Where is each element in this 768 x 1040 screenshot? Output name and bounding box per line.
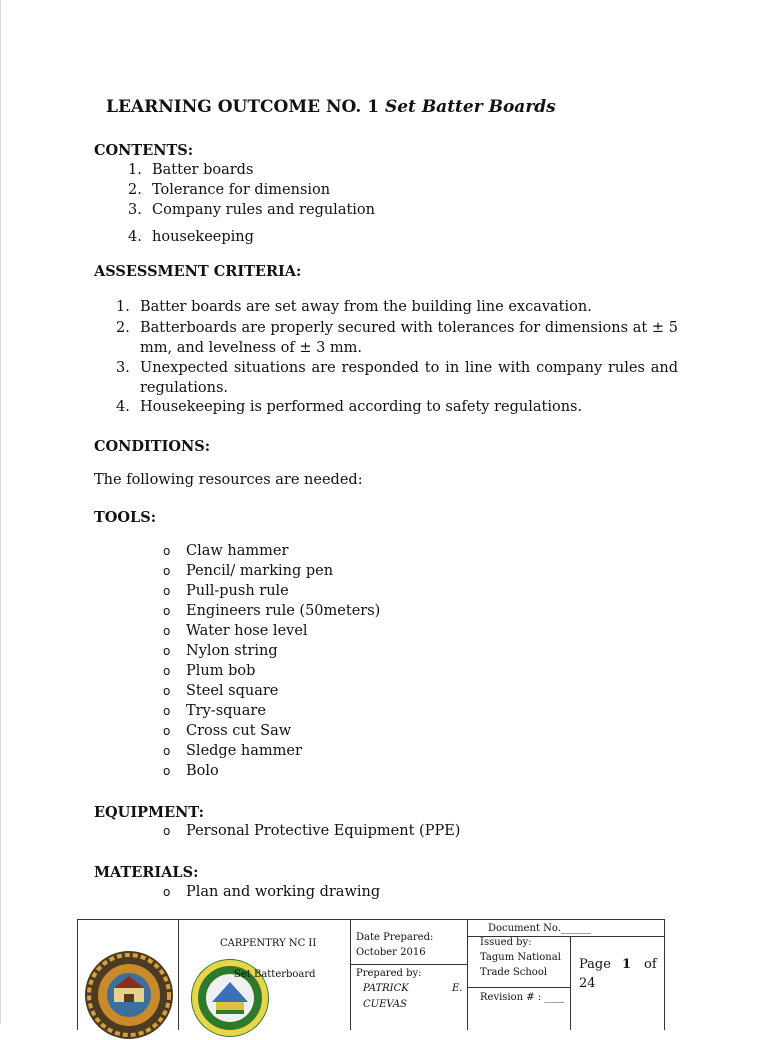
item-text: Pencil/ marking pen <box>186 563 334 579</box>
divider <box>350 920 351 1030</box>
page-number: 1 <box>622 957 632 972</box>
prepared-label: Prepared by: <box>356 968 422 979</box>
item-text: Personal Protective Equipment (PPE) <box>186 823 461 839</box>
item-text: Try-square <box>186 703 266 719</box>
item-text: Housekeeping is performed according to safety regulations. <box>140 399 583 415</box>
bullet-icon: o <box>163 684 171 698</box>
module-name: Set Batterboard <box>234 969 316 980</box>
prepared-last: CUEVAS <box>363 999 407 1010</box>
item-text: Plum bob <box>186 663 256 679</box>
document-label: Document No.______ <box>488 923 591 934</box>
item-text: Tolerance for dimension <box>152 182 331 198</box>
school-seal-logo <box>84 950 174 1040</box>
item-number: 2. <box>116 320 130 336</box>
issued-line1: Tagum National <box>480 952 561 963</box>
bullet-icon: o <box>163 644 171 658</box>
page-title <box>106 97 556 117</box>
conditions-intro: The following resources are needed: <box>94 472 363 488</box>
item-number: 1. <box>128 162 142 178</box>
item-text: housekeeping <box>152 229 254 245</box>
bullet-icon: o <box>163 624 171 638</box>
bullet-icon: o <box>163 664 171 678</box>
of-word: of <box>644 957 657 972</box>
bullet-icon: o <box>163 724 171 738</box>
divider <box>467 987 570 988</box>
title-prefix: LEARNING OUTCOME NO. 1 <box>106 97 385 117</box>
bullet-icon: o <box>163 744 171 758</box>
item-text: Nylon string <box>186 643 278 659</box>
revision-label: Revision # : ____ <box>480 992 565 1003</box>
prepared-initial: E. <box>452 983 463 994</box>
footer-table <box>77 919 665 1030</box>
item-number: 4. <box>128 229 142 245</box>
item-text: Engineers rule (50meters) <box>186 603 381 619</box>
item-text: Bolo <box>186 763 219 779</box>
materials-heading: MATERIALS: <box>94 864 199 881</box>
issued-line2: Trade School <box>480 967 548 978</box>
page-edge <box>0 0 1 1024</box>
page-total: 24 <box>579 976 596 991</box>
divider <box>178 920 179 1030</box>
item-number: 1. <box>116 299 130 315</box>
item-text: Sledge hammer <box>186 743 302 759</box>
bullet-icon: o <box>163 544 171 558</box>
tools-heading: TOOLS: <box>94 509 157 526</box>
contents-heading: CONTENTS: <box>94 142 194 159</box>
equipment-heading: EQUIPMENT: <box>94 804 204 821</box>
title-italic: Set Batter Boards <box>384 97 556 117</box>
page-word: Page <box>579 957 611 972</box>
conditions-heading: CONDITIONS: <box>94 438 211 455</box>
item-text: Plan and working drawing <box>186 884 381 900</box>
date-label: Date Prepared: <box>356 932 434 943</box>
bullet-icon: o <box>163 704 171 718</box>
criteria-heading: ASSESSMENT CRITERIA: <box>94 263 302 280</box>
item-number: 2. <box>128 182 142 198</box>
divider <box>350 964 467 965</box>
item-text: Claw hammer <box>186 543 289 559</box>
date-value: October 2016 <box>356 947 426 958</box>
bullet-icon: o <box>163 764 171 778</box>
bullet-icon: o <box>163 824 171 838</box>
item-text: Batter boards are set away from the building line excavation. <box>140 299 592 315</box>
item-text: Steel square <box>186 683 279 699</box>
bullet-icon: o <box>163 885 171 899</box>
course-name: CARPENTRY NC II <box>220 938 317 949</box>
item-number: 4. <box>116 399 130 415</box>
item-number: 3. <box>116 360 130 376</box>
item-text: Water hose level <box>186 623 308 639</box>
bullet-icon: o <box>163 564 171 578</box>
bullet-icon: o <box>163 604 171 618</box>
item-text: Pull-push rule <box>186 583 289 599</box>
prepared-first: PATRICK <box>363 983 409 994</box>
item-text: Batterboards are properly secured with tolerances for dimensions at ± 5 mm, and levelness of ± 3 mm. <box>140 320 678 356</box>
item-text: Batter boards <box>152 162 254 178</box>
bullet-icon: o <box>163 584 171 598</box>
item-text: Company rules and regulation <box>152 202 376 218</box>
issued-label: Issued by: <box>480 937 532 948</box>
divider <box>570 936 571 1030</box>
item-number: 3. <box>128 202 142 218</box>
item-text: Unexpected situations are responded to in line with company rules and regulations. <box>140 360 678 396</box>
item-text: Cross cut Saw <box>186 723 292 739</box>
